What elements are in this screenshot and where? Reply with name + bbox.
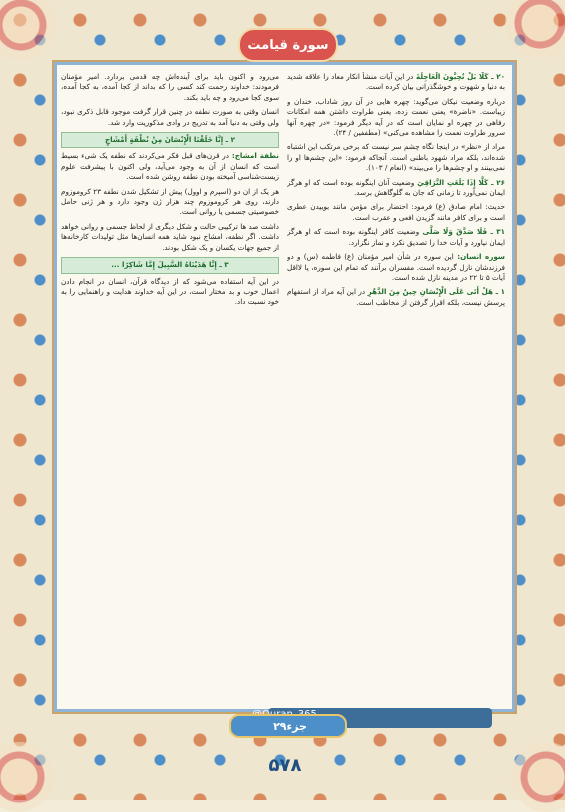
- paragraph-text: این سوره در شأن امیر مؤمنان (ع) فاطمه (س) و دو فرزندشان نازل گردیده است. مفسران برآنند که تمام این سوره، یا لااقل آیات ۵ تا ۲۲ در مدینه نازل شده است.: [287, 252, 505, 282]
- ornament-corner-icon: [511, 742, 565, 812]
- paragraph-text: مراد از «نظر» در اینجا نگاه چشم سر نیست که برخی مرتکب این اشتباه شده‌اند، بلکه مراد شهود باطنی است. آنجاکه فرمود: «این چشم‌ها او را نمی‌بینند و او چشم‌ها را می‌بیند» (انعام / ۱۰۳).: [287, 142, 505, 173]
- paragraph-text: وضعیت کافر اینگونه بوده است که او هرگز ایمان نیاورد و آیات خدا را تصدیق نکرد و نماز نگزارد.: [287, 227, 505, 247]
- paragraph-text: در قرن‌های قبل فکر می‌کردند که نطفه یک شیء بسیط است که انسان از آن به وجود می‌آید، ولی اکنون با پیشرفت علوم زیست‌شناسی آمیخته بودن نطفه روشن شده است.: [61, 151, 279, 182]
- verse-box: ۳ ـ إِنَّا هَدَيْنَاهُ السَّبِيلَ إِمَّا شَاكِرًا ...: [61, 257, 279, 273]
- paragraph-text: حدیث: امام صادق (ع) فرمود: احتضار برای مؤمن مانند بوییدن عطری است و برای کافر مانند گزیدن افعی و عقرب است.: [287, 202, 505, 222]
- paragraph-text: در این آیه استفاده می‌شود که از دیدگاه قرآن، انسان در انجام دادن اعمال خوب و بد مختار است، در این آیه خداوند هدایت و راهنمایی را به خود نسبت داد.: [61, 276, 279, 307]
- paragraph: [287, 142, 505, 173]
- verse-heading: ۲۶ ـ كَلَّا إِذَا بَلَغَتِ التَّرَاقِيَ: [414, 177, 505, 187]
- juz-number: ۲۹: [273, 719, 287, 733]
- surah-title: سورة قيامت: [238, 28, 338, 62]
- verse-heading: ۳۱ ـ فَلَا صَدَّقَ وَلَا صَلَّى: [419, 227, 505, 237]
- ornament-corner-icon: [0, 0, 56, 60]
- paragraph-text: وضعیت آنان اینگونه بوده است که او هرگز ایمان نمی‌آورد تا زمانی که جان به گلوگاهش برسد.: [287, 177, 505, 198]
- paragraph-text: در این آیات منشأ انکار معاد را علاقه شدید به دنیا و شهوت و خوشگذرانی بیان کرده است.: [287, 72, 505, 92]
- paragraph: [61, 222, 279, 253]
- paragraph-text: می‌رود و اکنون باید برای آینده‌اش چه قدمی بردارد. امیر مؤمنان فرمودند: خداوند رحمت کند کسی را که بداند از کجا آمده، به کجا آمده، سوی کجا می‌رود و چه باید بکند.: [61, 72, 279, 102]
- paragraph: [287, 227, 505, 248]
- paragraph: [287, 72, 505, 93]
- paragraph: [61, 151, 279, 182]
- paragraph: [287, 178, 505, 199]
- right-column: [287, 72, 505, 692]
- paragraph: [287, 252, 505, 283]
- juz-ribbon: [229, 714, 347, 738]
- paragraph-text: داشت صد ها ترکیبی حالت و شکل دیگری از لحاظ جسمی و روانی خواهد داشت. اگر نطفه، امشاج نبود شاید همه انسان‌ها مثل تولیدات کارخانه‌ها از جمیع جهات یکسان و یک شکل بودند.: [61, 221, 279, 252]
- verse-heading: نطفة امشاج:: [228, 151, 279, 161]
- ornament-corner-icon: [0, 742, 54, 812]
- paragraph: [61, 277, 279, 308]
- paragraph-text: انسان وقتی به صورت نطفه در چنین قرار گرفت موجود قابل ذکری نبود، ولی وقتی به دنیا آمد به تدریج در وادی مذکوریت وارد شد.: [61, 107, 279, 127]
- paragraph-text: درباره وضعیت نیکان می‌گوید: چهره هایی در آن روز شاداب، خندان و زیباست. «ناضرة» یعنی نعمت زده، یعنی طراوت داشتن همه امکانات رفاهی در چهره او نمایان است که در آیه دیگر فرمود: «در چهره آنها سرور طراوت نعمت را مشاهده می‌کنی» (مطففین / ۲۴).: [287, 96, 505, 138]
- paragraph-text: در این آیه مراد از استفهام پرسش نیست، بلکه اقرار گرفتن از مخاطب است.: [287, 287, 505, 307]
- paragraph: [287, 287, 505, 308]
- paragraph: [287, 202, 505, 223]
- paragraph: [61, 72, 279, 103]
- verse-heading: ۱ ـ هَلْ أَتَى عَلَى الْإِنْسَانِ حِينٌ مِنَ الدَّهْرِ: [365, 287, 505, 297]
- ornament-corner-icon: [505, 0, 565, 58]
- verse-heading: ۲۰ ـ كَلَّا بَلْ تُحِبُّونَ الْعَاجِلَةَ: [413, 72, 505, 81]
- page-number: ۵۷۸: [268, 755, 302, 776]
- juz-label: جزء: [286, 719, 307, 733]
- paragraph-text: هر یک از ان دو (اسپرم و اوول) پیش از تشکیل شدن نطفه ۲۳ کروموزوم دارند، روی هر کروموزوم چند هزار ژن وجود دارد و هر ژنی حامل خصوصیتی جسمی یا روانی است.: [61, 186, 279, 217]
- paragraph: [61, 107, 279, 128]
- left-column: [61, 72, 279, 692]
- paragraph: [287, 97, 505, 139]
- verse-heading: سوره انسان:: [453, 252, 505, 262]
- paragraph: [61, 187, 279, 218]
- verse-box: ۲ ـ إِنَّا خَلَقْنَا الْإِنْسَانَ مِنْ نُطْفَةٍ أَمْشَاجٍ: [61, 132, 279, 148]
